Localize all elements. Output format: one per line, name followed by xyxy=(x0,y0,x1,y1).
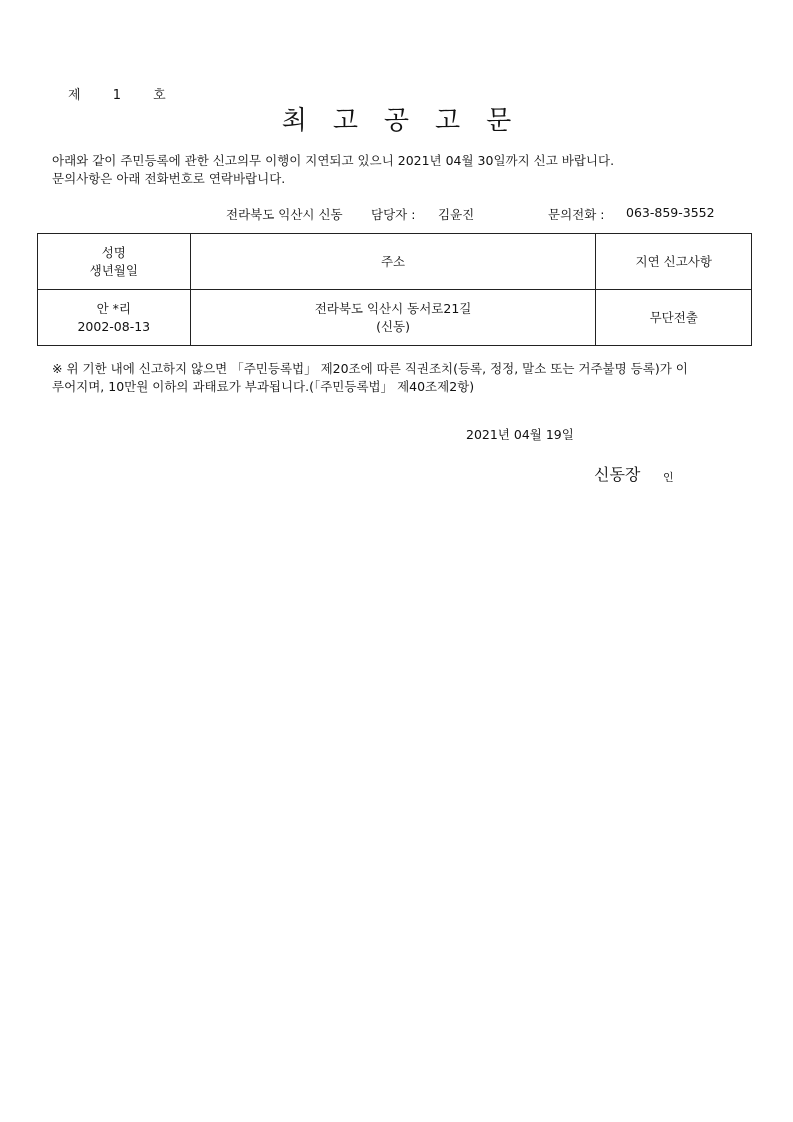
notice-table xyxy=(37,233,752,346)
table-header-row xyxy=(38,234,752,290)
cell-status: 무단전출 xyxy=(596,290,752,346)
header-name: 성명 xyxy=(101,244,126,260)
header-address: 주소 xyxy=(190,234,596,290)
notice-number: 제 1 호 xyxy=(68,88,180,103)
intro-line-1: 아래와 같이 주민등록에 관한 신고의무 이행이 지연되고 있으니 2021년 04월 30일까지 신고 바랍니다. xyxy=(52,153,615,168)
contact-phone-label: 문의전화 : xyxy=(548,207,605,222)
cell-name: 안 *리 xyxy=(96,300,131,316)
intro-line-2: 문의사항은 아래 전화번호로 연락바랍니다. xyxy=(52,171,286,186)
header-birth: 생년월일 xyxy=(89,262,138,278)
cell-address-line-1: 전라북도 익산시 동서로21길 xyxy=(314,300,472,316)
footnote-line-2: 루어지며, 10만원 이하의 과태료가 부과됩니다.(「주민등록법」 제40조제2항) xyxy=(52,379,475,394)
contact-office: 전라북도 익산시 신동 xyxy=(226,207,343,222)
footnote xyxy=(52,360,688,396)
contact-phone-number: 063-859-3552 xyxy=(626,205,715,220)
footnote-line-1: ※ 위 기한 내에 신고하지 않으면 「주민등록법」 제20조에 따른 직권조치(등록, 정정, 말소 또는 거주불명 등록)가 이 xyxy=(52,361,688,376)
intro-paragraph xyxy=(52,152,614,188)
cell-address-line-2: (신동) xyxy=(376,318,410,334)
cell-name-birth xyxy=(38,290,191,346)
issuer-name: 신동장 xyxy=(594,465,641,484)
contact-manager-name: 김윤진 xyxy=(438,207,475,222)
cell-birth: 2002-08-13 xyxy=(77,318,151,334)
cell-address xyxy=(190,290,596,346)
table-row xyxy=(38,290,752,346)
contact-manager-label: 담당자 : xyxy=(371,207,416,222)
header-status: 지연 신고사항 xyxy=(596,234,752,290)
seal-mark: 인 xyxy=(663,471,674,484)
header-name-birth xyxy=(38,234,191,290)
document-title: 최고공고문 xyxy=(281,106,538,136)
issue-date: 2021년 04월 19일 xyxy=(466,427,574,442)
